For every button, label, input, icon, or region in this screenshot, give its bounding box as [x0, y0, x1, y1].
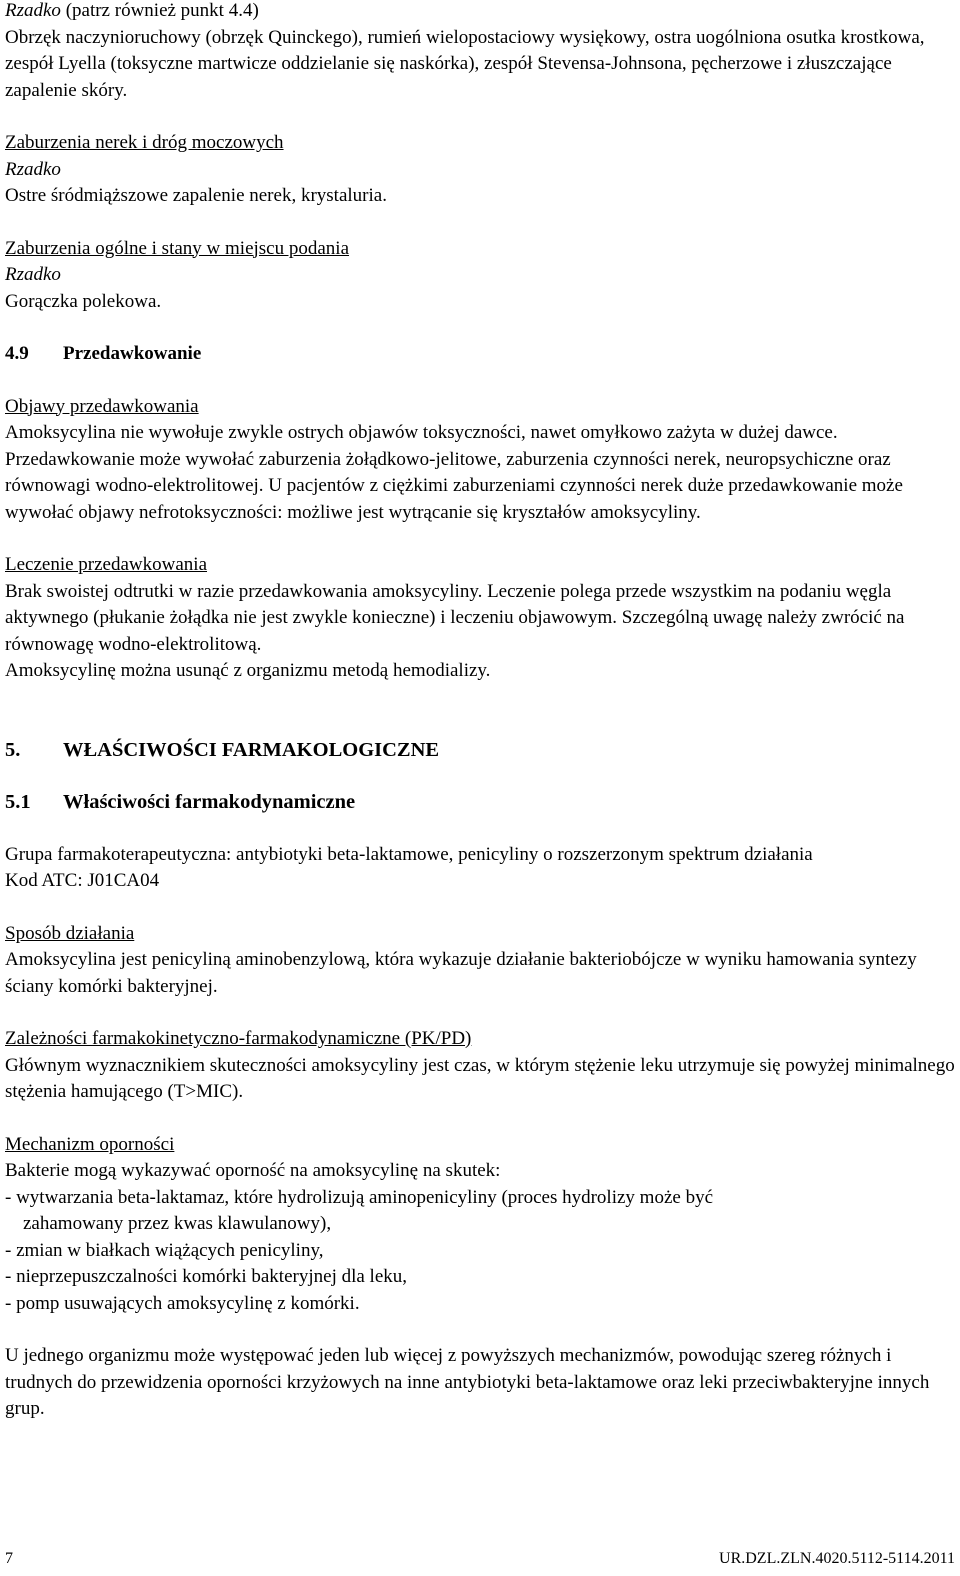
atc-code: Kod ATC: J01CA04 — [5, 870, 160, 891]
resistance-item: - wytwarzania beta-laktamaz, które hydrolizują aminopenicyliny (proces hydrolizy może być — [5, 1186, 714, 1208]
section-title: Właściwości farmakodynamiczne — [63, 791, 356, 813]
hemodialysis-text: Amoksycylinę można usunąć z organizmu metodą hemodializy. — [5, 660, 491, 681]
pkpd-heading: Zależności farmakokinetyczno-farmakodynamiczne (PK/PD) — [5, 1028, 472, 1049]
general-frequency: Rzadko — [5, 264, 61, 285]
frequency-note: (patrz również punkt 4.4) — [60, 0, 259, 21]
section-title: Przedawkowanie — [63, 343, 202, 364]
pkpd-text: Głównym wyznacznikiem skuteczności amoksycyliny jest czas, w którym stężenie leku utrzymuje się powyżej minimalnego stężenia hamującego (T>MIC). — [5, 1054, 955, 1102]
overdose-symptoms-text: Amoksycylina nie wywołuje zwykle ostrych objawów toksyczności, nawet omyłkowo zażyta w dużej dawce. Przedawkowanie może wywołać zaburzenia żołądkowo-jelitowe, zaburzenia czynności nerek, neuropsychiczne oraz równowagi wodno-elektrolitowej. U pacjentów z ciężkimi zaburzeniami czynności nerek duże przedawkowanie może wywołać objawy nefrotoksyczności: możliwe jest wytrącanie się kryształów amoksycyliny. — [5, 422, 903, 523]
overdose-symptoms-heading: Objawy przedawkowania — [5, 395, 199, 417]
resistance-item: - zmian w białkach wiążących penicyliny, — [5, 1239, 324, 1261]
section-title: WŁAŚCIWOŚCI FARMAKOLOGICZNE — [63, 738, 440, 761]
cross-resistance-text: U jednego organizmu może występować jeden lub więcej z powyższych mechanizmów, powodując szereg różnych i trudnych do przewidzenia oporności krzyżowych na inne antybiotyki beta-laktamowe oraz leki przeciwbakteryjne innych grup. — [5, 1345, 930, 1419]
renal-text: Ostre śródmiąższowe zapalenie nerek, krystaluria. — [5, 185, 387, 206]
resistance-item: - pomp usuwających amoksycylinę z komórki. — [5, 1292, 360, 1314]
renal-heading: Zaburzenia nerek i dróg moczowych — [5, 132, 284, 153]
resistance-item: - nieprzepuszczalności komórki bakteryjnej dla leku, — [5, 1266, 408, 1287]
renal-frequency: Rzadko — [5, 158, 61, 180]
document-code: UR.DZL.ZLN.4020.5112-5114.2011 — [719, 1550, 955, 1567]
mechanism-of-action-heading: Sposób działania — [5, 922, 135, 944]
overdose-treatment-heading: Leczenie przedawkowania — [5, 554, 208, 575]
resistance-heading: Mechanizm oporności — [5, 1133, 175, 1155]
section-4-9-heading — [5, 341, 955, 368]
pharmacotherapeutic-group: Grupa farmakoterapeutyczna: antybiotyki beta-laktamowe, penicyliny o rozszerzonym spektrum działania — [5, 843, 813, 865]
document-page — [5, 0, 955, 1423]
general-heading: Zaburzenia ogólne i stany w miejscu podania — [5, 237, 350, 259]
overdose-treatment-text: Brak swoistej odtrutki w razie przedawkowania amoksycyliny. Leczenie polega przede wszystkim na podaniu węgla aktywnego (płukanie żołądka nie jest zwykle konieczne) i leczeniu objawowym. Szczególną uwagę należy zwrócić na równowagę wodno-elektrolitową. — [5, 580, 905, 655]
frequency-label: Rzadko — [5, 0, 61, 21]
page-footer — [5, 1550, 955, 1570]
resistance-intro: Bakterie mogą wykazywać oporność na amoksycylinę na skutek: — [5, 1160, 501, 1181]
section-5-heading — [5, 737, 955, 764]
section-number: 5.1 — [5, 791, 31, 813]
section-number: 5. — [5, 738, 21, 761]
section-number: 4.9 — [5, 343, 29, 364]
page-number: 7 — [5, 1550, 13, 1567]
mechanism-of-action-text: Amoksycylina jest penicyliną aminobenzylową, która wykazuje działanie bakteriobójcze w wyniku hamowania syntezy ściany komórki bakteryjnej. — [5, 949, 917, 997]
section-5-1-heading — [5, 789, 955, 816]
general-text: Gorączka polekowa. — [5, 290, 162, 312]
top-frequency-line — [5, 0, 955, 25]
skin-disorders-text: Obrzęk naczynioruchowy (obrzęk Quinckego), rumień wielopostaciowy wysiękowy, ostra uogólniona osutka krostkowa, zespół Lyella (toksyczne martwicze oddzielanie się naskórka), zespół Stevensa-Johnsona, pęcherzowe i złuszczające zapalenie skóry. — [5, 26, 925, 101]
resistance-item-continued: zahamowany przez kwas klawulanowy), — [23, 1213, 332, 1234]
